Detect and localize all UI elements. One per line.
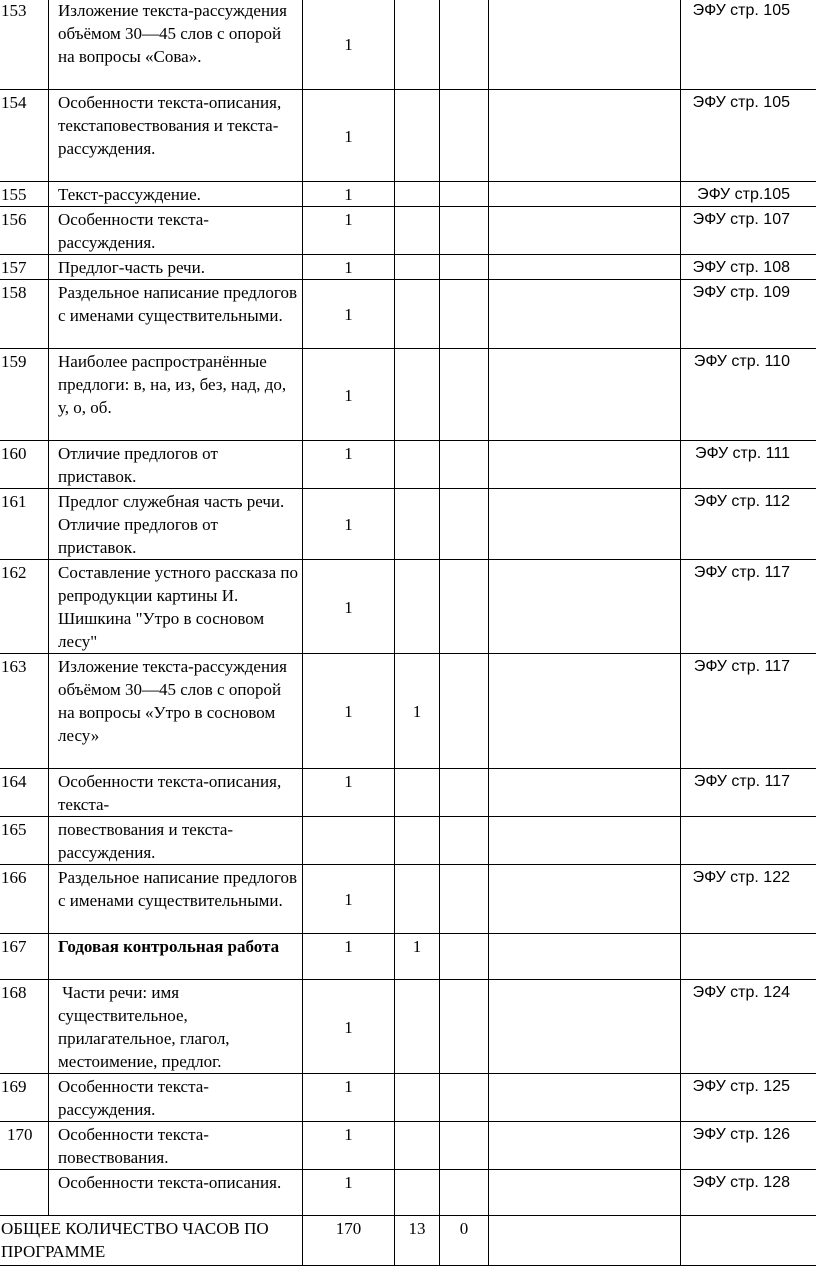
lesson-number: 159 [0, 349, 49, 441]
control-count [395, 1170, 440, 1216]
lesson-number: 167 [0, 934, 49, 980]
practice-count [440, 1122, 489, 1170]
lesson-hours: 1 [303, 207, 395, 255]
lesson-topic: Текст-рассуждение. [49, 182, 303, 207]
lesson-number [0, 1170, 49, 1216]
practice-count [440, 255, 489, 280]
lesson-hours: 1 [303, 349, 395, 441]
control-count: 1 [395, 654, 440, 769]
lesson-hours [303, 817, 395, 865]
control-count [395, 1122, 440, 1170]
lesson-hours: 1 [303, 0, 395, 90]
resource-ref: ЭФУ стр. 124 [681, 980, 816, 1074]
resource-ref: ЭФУ стр. 105 [681, 90, 816, 182]
control-count [395, 0, 440, 90]
lesson-topic: Части речи: имя существительное, прилагательное, глагол, местоимение, предлог. [49, 980, 303, 1074]
date-cell [489, 654, 681, 769]
lesson-number: 169 [0, 1074, 49, 1122]
practice-count [440, 769, 489, 817]
table-row [0, 934, 816, 980]
control-count [395, 90, 440, 182]
resource-ref: ЭФУ стр. 117 [681, 560, 816, 654]
date-cell [489, 817, 681, 865]
table-row [0, 817, 816, 865]
lesson-topic: Особенности текста-рассуждения. [49, 207, 303, 255]
lesson-hours: 1 [303, 865, 395, 934]
table-row [0, 90, 816, 182]
practice-count [440, 489, 489, 560]
total-empty-cell [489, 1216, 681, 1266]
lesson-number: 166 [0, 865, 49, 934]
practice-count [440, 865, 489, 934]
control-count [395, 560, 440, 654]
table-row [0, 865, 816, 934]
control-count [395, 255, 440, 280]
lesson-number: 157 [0, 255, 49, 280]
control-count [395, 980, 440, 1074]
lesson-number: 162 [0, 560, 49, 654]
lesson-number: 163 [0, 654, 49, 769]
lesson-number: 154 [0, 90, 49, 182]
lesson-topic: Особенности текста-повествования. [49, 1122, 303, 1170]
date-cell [489, 255, 681, 280]
lesson-hours: 1 [303, 489, 395, 560]
table-row [0, 769, 816, 817]
lesson-topic: Особенности текста-рассуждения. [49, 1074, 303, 1122]
resource-ref: ЭФУ стр. 109 [681, 280, 816, 349]
date-cell [489, 865, 681, 934]
date-cell [489, 0, 681, 90]
resource-ref [681, 934, 816, 980]
date-cell [489, 1170, 681, 1216]
practice-count [440, 934, 489, 980]
lesson-topic: Изложение текста-рассуждения объёмом 30—45 слов с опорой на вопросы «Сова». [49, 0, 303, 90]
lesson-topic: Изложение текста-рассуждения объёмом 30—45 слов с опорой на вопросы «Утро в сосновом лесу» [49, 654, 303, 769]
total-practice: 0 [440, 1216, 489, 1266]
resource-ref: ЭФУ стр. 110 [681, 349, 816, 441]
control-count [395, 182, 440, 207]
practice-count [440, 1074, 489, 1122]
lesson-topic: Годовая контрольная работа [49, 934, 303, 980]
date-cell [489, 441, 681, 489]
lesson-hours: 1 [303, 560, 395, 654]
date-cell [489, 1074, 681, 1122]
lesson-number: 164 [0, 769, 49, 817]
lesson-number: 156 [0, 207, 49, 255]
lesson-hours: 1 [303, 769, 395, 817]
table-row [0, 1170, 816, 1216]
resource-ref: ЭФУ стр. 105 [681, 0, 816, 90]
table-row [0, 489, 816, 560]
lesson-hours: 1 [303, 90, 395, 182]
lesson-topic: Особенности текста-описания. [49, 1170, 303, 1216]
practice-count [440, 0, 489, 90]
date-cell [489, 1122, 681, 1170]
lesson-number: 158 [0, 280, 49, 349]
lesson-hours: 1 [303, 441, 395, 489]
date-cell [489, 980, 681, 1074]
lesson-number: 160 [0, 441, 49, 489]
practice-count [440, 980, 489, 1074]
resource-ref: ЭФУ стр. 117 [681, 654, 816, 769]
lesson-topic: Предлог-часть речи. [49, 255, 303, 280]
resource-ref: ЭФУ стр. 117 [681, 769, 816, 817]
practice-count [440, 90, 489, 182]
lesson-hours: 1 [303, 280, 395, 349]
practice-count [440, 349, 489, 441]
lesson-hours: 1 [303, 1170, 395, 1216]
table-row [0, 654, 816, 769]
control-count: 1 [395, 934, 440, 980]
date-cell [489, 280, 681, 349]
control-count [395, 441, 440, 489]
lesson-number: 161 [0, 489, 49, 560]
control-count [395, 280, 440, 349]
table-row [0, 980, 816, 1074]
resource-ref [681, 817, 816, 865]
total-hours: 170 [303, 1216, 395, 1266]
control-count [395, 817, 440, 865]
date-cell [489, 207, 681, 255]
total-empty-cell [681, 1216, 816, 1266]
resource-ref: ЭФУ стр. 107 [681, 207, 816, 255]
resource-ref: ЭФУ стр.105 [681, 182, 816, 207]
table-row [0, 0, 816, 90]
date-cell [489, 182, 681, 207]
date-cell [489, 90, 681, 182]
lesson-hours: 1 [303, 1122, 395, 1170]
practice-count [440, 441, 489, 489]
lesson-number: 153 [0, 0, 49, 90]
lesson-hours: 1 [303, 934, 395, 980]
practice-count [440, 207, 489, 255]
practice-count [440, 654, 489, 769]
resource-ref: ЭФУ стр. 125 [681, 1074, 816, 1122]
lesson-topic: Предлог служебная часть речи. Отличие предлогов от приставок. [49, 489, 303, 560]
total-control: 13 [395, 1216, 440, 1266]
control-count [395, 489, 440, 560]
table-row [0, 560, 816, 654]
control-count [395, 349, 440, 441]
table-row [0, 255, 816, 280]
table-row [0, 1074, 816, 1122]
lesson-hours: 1 [303, 980, 395, 1074]
lesson-hours: 1 [303, 1074, 395, 1122]
lesson-topic: Особенности текста-описания, текста- [49, 769, 303, 817]
table-row [0, 182, 816, 207]
lesson-hours: 1 [303, 255, 395, 280]
practice-count [440, 182, 489, 207]
resource-ref: ЭФУ стр. 111 [681, 441, 816, 489]
total-label: ОБЩЕЕ КОЛИЧЕСТВО ЧАСОВ ПО ПРОГРАММЕ [0, 1216, 303, 1266]
total-row [0, 1216, 816, 1266]
table-row [0, 280, 816, 349]
lesson-topic: Отличие предлогов от приставок. [49, 441, 303, 489]
lesson-topic: Составление устного рассказа по репродукции картины И. Шишкина "Утро в сосновом лесу" [49, 560, 303, 654]
practice-count [440, 1170, 489, 1216]
table-row [0, 207, 816, 255]
practice-count [440, 280, 489, 349]
lesson-hours: 1 [303, 182, 395, 207]
lesson-hours: 1 [303, 654, 395, 769]
date-cell [489, 560, 681, 654]
lesson-topic: Особенности текста-описания, текстаповествования и текста-рассуждения. [49, 90, 303, 182]
control-count [395, 207, 440, 255]
lesson-number: 170 [0, 1122, 49, 1170]
date-cell [489, 934, 681, 980]
control-count [395, 865, 440, 934]
practice-count [440, 560, 489, 654]
date-cell [489, 769, 681, 817]
control-count [395, 1074, 440, 1122]
table-row [0, 441, 816, 489]
lesson-topic: повествования и текста-рассуждения. [49, 817, 303, 865]
lesson-topic: Раздельное написание предлогов с именами существительными. [49, 280, 303, 349]
resource-ref: ЭФУ стр. 108 [681, 255, 816, 280]
date-cell [489, 349, 681, 441]
lesson-number: 165 [0, 817, 49, 865]
lesson-topic: Раздельное написание предлогов с именами существительными. [49, 865, 303, 934]
date-cell [489, 489, 681, 560]
resource-ref: ЭФУ стр. 122 [681, 865, 816, 934]
resource-ref: ЭФУ стр. 126 [681, 1122, 816, 1170]
practice-count [440, 817, 489, 865]
control-count [395, 769, 440, 817]
lesson-number: 155 [0, 182, 49, 207]
resource-ref: ЭФУ стр. 128 [681, 1170, 816, 1216]
lesson-number: 168 [0, 980, 49, 1074]
table-row [0, 349, 816, 441]
resource-ref: ЭФУ стр. 112 [681, 489, 816, 560]
lesson-topic: Наиболее распространённые предлоги: в, на, из, без, над, до, у, о, об. [49, 349, 303, 441]
table-row [0, 1122, 816, 1170]
